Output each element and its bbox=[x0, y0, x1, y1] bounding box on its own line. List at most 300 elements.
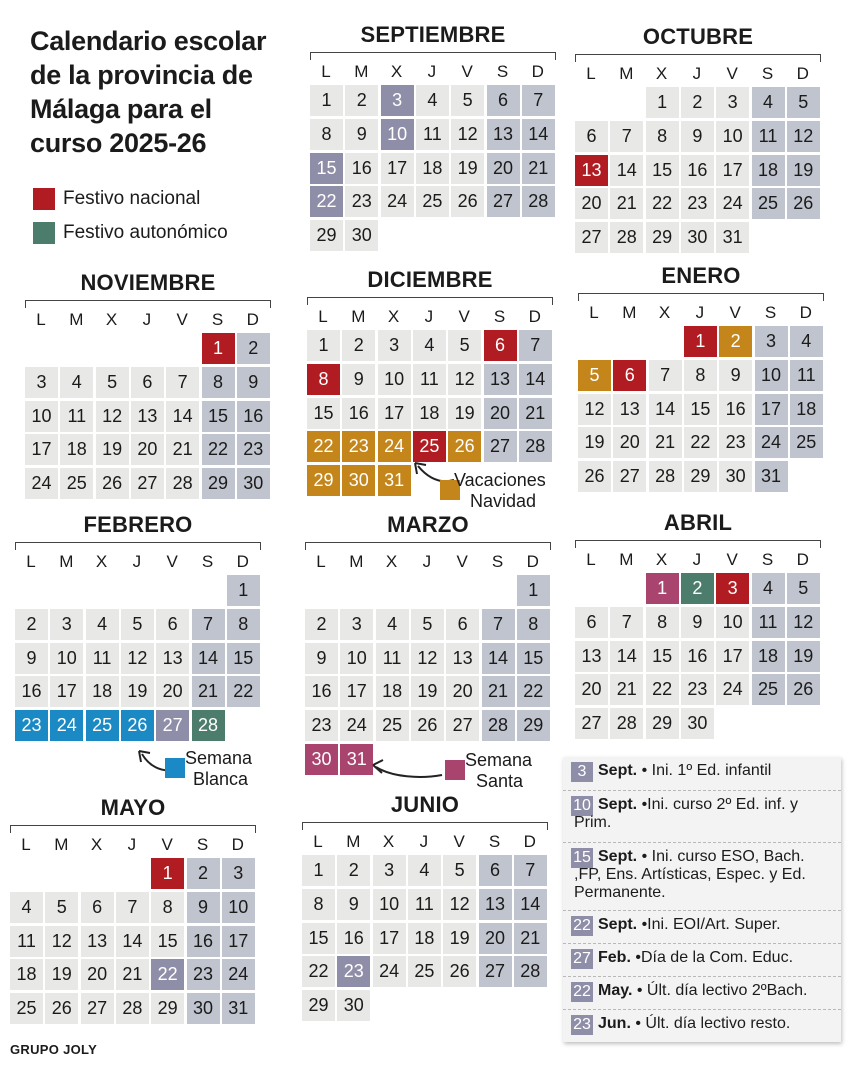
day-cell: 2 bbox=[345, 85, 378, 116]
day-cell: 11 bbox=[376, 643, 409, 674]
day-cell: 20 bbox=[575, 188, 608, 219]
key-date-month: Sept. bbox=[598, 762, 638, 779]
day-cell: 25 bbox=[408, 956, 441, 987]
day-cell: 21 bbox=[482, 676, 515, 707]
legend-item-regional bbox=[33, 216, 228, 250]
day-cell: 7 bbox=[519, 330, 552, 361]
day-cell: 1 bbox=[646, 87, 679, 118]
day-cell: 7 bbox=[192, 609, 225, 640]
day-cell: 4 bbox=[413, 330, 446, 361]
weekday-header: S bbox=[488, 832, 501, 851]
day-cell: 18 bbox=[60, 434, 93, 465]
day-cell: 13 bbox=[81, 926, 114, 957]
weekday-header: M bbox=[54, 835, 69, 854]
day-cell: 22 bbox=[227, 676, 260, 707]
day-cell: 6 bbox=[156, 609, 189, 640]
day-cell: 1 bbox=[202, 333, 235, 364]
legend-swatch-regional bbox=[33, 222, 55, 244]
day-cell: 14 bbox=[166, 401, 199, 432]
key-date-row bbox=[563, 843, 841, 911]
day-cell: 4 bbox=[752, 573, 785, 604]
day-cell: 24 bbox=[50, 710, 83, 741]
weekday-header: S bbox=[491, 552, 504, 571]
weekday-header: L bbox=[21, 835, 31, 854]
day-cell: 3 bbox=[222, 858, 255, 889]
weekday-header: L bbox=[318, 307, 328, 326]
day-cell: 3 bbox=[378, 330, 411, 361]
weekday-header: S bbox=[493, 307, 506, 326]
day-cell: 13 bbox=[575, 155, 608, 186]
arrow-semana-santa bbox=[370, 755, 445, 785]
day-cell: 6 bbox=[484, 330, 517, 361]
weekday-header: V bbox=[458, 307, 470, 326]
day-cell: 30 bbox=[681, 222, 714, 253]
day-cell: 24 bbox=[381, 186, 414, 217]
day-cell: 5 bbox=[443, 855, 476, 886]
weekday-header: V bbox=[176, 310, 188, 329]
day-cell: 20 bbox=[487, 153, 520, 184]
legend-label: Festivo autonómico bbox=[63, 222, 228, 243]
day-cell: 19 bbox=[451, 153, 484, 184]
month-name: OCTUBRE bbox=[642, 24, 754, 49]
day-cell: 10 bbox=[381, 119, 414, 150]
month-rule bbox=[575, 54, 821, 62]
day-cell: 1 bbox=[684, 326, 717, 357]
key-date-description: •Día de la Com. Educ. bbox=[635, 949, 794, 966]
legend bbox=[33, 182, 228, 250]
day-cell: 3 bbox=[50, 609, 83, 640]
day-cell: 11 bbox=[752, 121, 785, 152]
key-date-text bbox=[574, 762, 833, 780]
weekday-header: J bbox=[695, 303, 705, 322]
day-cell: 28 bbox=[610, 222, 643, 253]
day-cell: 26 bbox=[787, 674, 820, 705]
weekday-header: J bbox=[427, 62, 437, 81]
day-cell: 22 bbox=[307, 431, 340, 462]
day-cell: 9 bbox=[305, 643, 338, 674]
day-cell: 11 bbox=[10, 926, 43, 957]
key-date-badge: 23 bbox=[571, 1015, 593, 1035]
day-cell: 23 bbox=[187, 959, 220, 990]
day-cell: 21 bbox=[116, 959, 149, 990]
key-date-badge: 22 bbox=[571, 982, 593, 1002]
day-cell: 25 bbox=[413, 431, 446, 462]
weekday-header: J bbox=[142, 310, 152, 329]
day-cell: 24 bbox=[378, 431, 411, 462]
day-cell: 28 bbox=[649, 461, 682, 492]
day-cell: 27 bbox=[613, 461, 646, 492]
weekday-header: M bbox=[622, 303, 637, 322]
day-cell: 11 bbox=[60, 401, 93, 432]
day-cell: 30 bbox=[342, 465, 375, 496]
day-cell: 6 bbox=[613, 360, 646, 391]
weekday-header: M bbox=[346, 832, 361, 851]
legend-swatch-national bbox=[33, 188, 55, 210]
weekday-header: D bbox=[796, 550, 809, 569]
key-dates-panel bbox=[563, 757, 841, 1042]
day-cell: 14 bbox=[192, 643, 225, 674]
day-cell: 5 bbox=[45, 892, 78, 923]
day-cell: 27 bbox=[484, 431, 517, 462]
day-cell: 21 bbox=[610, 674, 643, 705]
key-date-month: Sept. bbox=[598, 796, 638, 813]
day-cell: 31 bbox=[378, 465, 411, 496]
day-cell: 16 bbox=[342, 398, 375, 429]
day-cell: 30 bbox=[337, 990, 370, 1021]
month-rule bbox=[310, 52, 556, 60]
day-cell: 6 bbox=[131, 367, 164, 398]
day-cell: 18 bbox=[752, 155, 785, 186]
day-cell: 28 bbox=[192, 710, 225, 741]
day-cell: 14 bbox=[514, 889, 547, 920]
key-date-text bbox=[574, 1015, 833, 1033]
day-cell: 23 bbox=[681, 674, 714, 705]
key-date-badge: 27 bbox=[571, 949, 593, 969]
weekday-header: J bbox=[127, 835, 137, 854]
day-cell: 5 bbox=[121, 609, 154, 640]
weekday-header: X bbox=[658, 303, 671, 322]
day-cell: 16 bbox=[681, 641, 714, 672]
day-cell: 29 bbox=[310, 220, 343, 251]
day-cell: 9 bbox=[342, 364, 375, 395]
weekday-header: M bbox=[351, 307, 366, 326]
weekday-header: L bbox=[26, 552, 36, 571]
day-cell: 2 bbox=[305, 609, 338, 640]
day-cell: 3 bbox=[716, 573, 749, 604]
key-date-text bbox=[574, 982, 833, 1000]
day-cell: 12 bbox=[121, 643, 154, 674]
key-date-month: May. bbox=[598, 982, 633, 999]
key-date-text bbox=[574, 949, 833, 967]
weekday-header: D bbox=[526, 552, 539, 571]
day-cell: 10 bbox=[716, 607, 749, 638]
day-cell: 24 bbox=[716, 674, 749, 705]
day-cell: 29 bbox=[202, 468, 235, 499]
day-cell: 8 bbox=[307, 364, 340, 395]
day-cell: 1 bbox=[302, 855, 335, 886]
day-cell: 23 bbox=[337, 956, 370, 987]
day-cell: 30 bbox=[681, 708, 714, 739]
day-cell: 16 bbox=[337, 923, 370, 954]
day-cell: 21 bbox=[519, 398, 552, 429]
day-cell: 17 bbox=[381, 153, 414, 184]
day-cell: 26 bbox=[443, 956, 476, 987]
day-cell: 13 bbox=[479, 889, 512, 920]
weekday-header: X bbox=[382, 832, 395, 851]
day-cell: 15 bbox=[684, 394, 717, 425]
day-cell: 27 bbox=[81, 993, 114, 1024]
day-cell: 19 bbox=[411, 676, 444, 707]
weekday-header: X bbox=[105, 310, 118, 329]
day-cell: 8 bbox=[517, 609, 550, 640]
weekday-header: S bbox=[496, 62, 509, 81]
day-cell: 10 bbox=[222, 892, 255, 923]
day-cell: 26 bbox=[451, 186, 484, 217]
day-cell: 10 bbox=[755, 360, 788, 391]
month-rule bbox=[578, 293, 824, 301]
weekday-header: D bbox=[246, 310, 259, 329]
day-cell: 23 bbox=[15, 710, 48, 741]
weekday-header: J bbox=[422, 552, 432, 571]
key-date-badge: 10 bbox=[571, 796, 593, 816]
day-cell: 12 bbox=[451, 119, 484, 150]
day-cell: 5 bbox=[787, 87, 820, 118]
weekday-header: D bbox=[231, 835, 244, 854]
day-cell: 30 bbox=[237, 468, 270, 499]
weekday-header: M bbox=[59, 552, 74, 571]
day-cell: 30 bbox=[719, 461, 752, 492]
day-cell: 31 bbox=[222, 993, 255, 1024]
key-date-description: • Ini. curso ESO, Bach. ,FP, Ens. Artísticas, Espec. y Ed. Permanente. bbox=[574, 848, 806, 901]
day-cell: 4 bbox=[416, 85, 449, 116]
title-line: de la provincia de bbox=[30, 60, 253, 90]
day-cell: 1 bbox=[227, 575, 260, 606]
weekday-header: J bbox=[419, 832, 429, 851]
day-cell: 16 bbox=[187, 926, 220, 957]
weekday-header: X bbox=[95, 552, 108, 571]
day-cell: 16 bbox=[15, 676, 48, 707]
day-cell: 17 bbox=[373, 923, 406, 954]
day-cell: 26 bbox=[121, 710, 154, 741]
day-cell: 8 bbox=[151, 892, 184, 923]
day-cell: 4 bbox=[408, 855, 441, 886]
day-cell: 12 bbox=[787, 607, 820, 638]
day-cell: 24 bbox=[222, 959, 255, 990]
day-cell: 28 bbox=[519, 431, 552, 462]
day-cell: 4 bbox=[60, 367, 93, 398]
key-date-badge: 22 bbox=[571, 916, 593, 936]
day-cell: 18 bbox=[86, 676, 119, 707]
weekday-header: D bbox=[796, 64, 809, 83]
day-cell: 8 bbox=[646, 121, 679, 152]
day-cell: 8 bbox=[684, 360, 717, 391]
key-date-text bbox=[574, 916, 833, 934]
weekday-header: M bbox=[354, 62, 369, 81]
day-cell: 20 bbox=[575, 674, 608, 705]
day-cell: 14 bbox=[610, 155, 643, 186]
day-cell: 26 bbox=[411, 710, 444, 741]
day-cell: 26 bbox=[578, 461, 611, 492]
day-cell: 14 bbox=[116, 926, 149, 957]
weekday-header: S bbox=[201, 552, 214, 571]
day-cell: 9 bbox=[15, 643, 48, 674]
day-cell: 15 bbox=[302, 923, 335, 954]
day-cell: 19 bbox=[448, 398, 481, 429]
day-cell: 19 bbox=[787, 641, 820, 672]
day-cell: 29 bbox=[151, 993, 184, 1024]
day-cell: 19 bbox=[121, 676, 154, 707]
day-cell: 12 bbox=[448, 364, 481, 395]
weekday-header: V bbox=[461, 62, 473, 81]
day-cell: 6 bbox=[446, 609, 479, 640]
day-cell: 7 bbox=[522, 85, 555, 116]
day-cell: 5 bbox=[448, 330, 481, 361]
weekday-header: V bbox=[726, 64, 738, 83]
day-cell: 28 bbox=[522, 186, 555, 217]
day-cell: 6 bbox=[575, 607, 608, 638]
day-cell: 15 bbox=[646, 641, 679, 672]
weekday-header: X bbox=[655, 550, 668, 569]
weekday-header: X bbox=[655, 64, 668, 83]
day-cell: 2 bbox=[237, 333, 270, 364]
day-cell: 19 bbox=[96, 434, 129, 465]
key-date-month: Sept. bbox=[598, 848, 638, 865]
day-cell: 7 bbox=[482, 609, 515, 640]
month-rule bbox=[575, 540, 821, 548]
day-cell: 7 bbox=[610, 121, 643, 152]
day-cell: 6 bbox=[575, 121, 608, 152]
day-cell: 13 bbox=[156, 643, 189, 674]
day-cell: 27 bbox=[156, 710, 189, 741]
month-name: ABRIL bbox=[663, 510, 733, 535]
day-cell: 12 bbox=[96, 401, 129, 432]
day-cell: 21 bbox=[522, 153, 555, 184]
day-cell: 8 bbox=[202, 367, 235, 398]
title-line: Calendario escolar bbox=[30, 26, 267, 56]
page-title bbox=[30, 24, 300, 160]
day-cell: 27 bbox=[131, 468, 164, 499]
key-date-description: •Ini. curso 2º Ed. inf. y Prim. bbox=[574, 796, 798, 831]
day-cell: 4 bbox=[86, 609, 119, 640]
day-cell: 9 bbox=[345, 119, 378, 150]
day-cell: 6 bbox=[487, 85, 520, 116]
day-cell: 9 bbox=[681, 607, 714, 638]
day-cell: 24 bbox=[340, 710, 373, 741]
day-cell: 13 bbox=[613, 394, 646, 425]
annotation-text: Vacaciones bbox=[454, 470, 546, 490]
day-cell: 18 bbox=[376, 676, 409, 707]
swatch-semana-blanca bbox=[165, 758, 185, 778]
day-cell: 21 bbox=[166, 434, 199, 465]
day-cell: 18 bbox=[752, 641, 785, 672]
day-cell: 21 bbox=[649, 427, 682, 458]
day-cell: 25 bbox=[752, 188, 785, 219]
key-date-row bbox=[563, 944, 841, 977]
key-date-row bbox=[563, 911, 841, 944]
day-cell: 17 bbox=[716, 641, 749, 672]
weekday-header: L bbox=[313, 832, 323, 851]
day-cell: 31 bbox=[755, 461, 788, 492]
day-cell: 21 bbox=[610, 188, 643, 219]
annotation-text: Santa bbox=[476, 771, 524, 791]
day-cell: 26 bbox=[448, 431, 481, 462]
footer-credit: GRUPO JOLY bbox=[10, 1042, 98, 1057]
day-cell: 11 bbox=[790, 360, 823, 391]
day-cell: 5 bbox=[787, 573, 820, 604]
weekday-header: V bbox=[166, 552, 178, 571]
key-date-month: Feb. bbox=[598, 949, 631, 966]
month-name: NOVIEMBRE bbox=[80, 270, 216, 295]
weekday-header: J bbox=[424, 307, 434, 326]
day-cell: 6 bbox=[479, 855, 512, 886]
weekday-header: S bbox=[764, 303, 777, 322]
day-cell: 29 bbox=[646, 708, 679, 739]
day-cell: 26 bbox=[45, 993, 78, 1024]
day-cell: 5 bbox=[451, 85, 484, 116]
month-name: ENERO bbox=[661, 263, 741, 288]
day-cell: 17 bbox=[50, 676, 83, 707]
day-cell: 17 bbox=[378, 398, 411, 429]
day-cell: 7 bbox=[649, 360, 682, 391]
key-date-text bbox=[574, 848, 833, 902]
day-cell: 16 bbox=[237, 401, 270, 432]
day-cell: 27 bbox=[575, 708, 608, 739]
weekday-header: J bbox=[132, 552, 142, 571]
day-cell: 25 bbox=[752, 674, 785, 705]
weekday-header: V bbox=[456, 552, 468, 571]
day-cell: 1 bbox=[151, 858, 184, 889]
day-cell: 22 bbox=[310, 186, 343, 217]
month-rule bbox=[10, 825, 256, 833]
key-date-description: • Últ. día lectivo resto. bbox=[635, 1015, 791, 1032]
day-cell: 2 bbox=[15, 609, 48, 640]
day-cell: 22 bbox=[646, 188, 679, 219]
key-date-badge: 15 bbox=[571, 848, 593, 868]
month-rule bbox=[307, 297, 553, 305]
day-cell: 2 bbox=[681, 573, 714, 604]
day-cell: 3 bbox=[755, 326, 788, 357]
day-cell: 23 bbox=[719, 427, 752, 458]
day-cell: 27 bbox=[487, 186, 520, 217]
weekday-header: D bbox=[531, 62, 544, 81]
day-cell: 28 bbox=[610, 708, 643, 739]
day-cell: 17 bbox=[340, 676, 373, 707]
day-cell: 7 bbox=[166, 367, 199, 398]
weekday-header: L bbox=[586, 64, 596, 83]
day-cell: 13 bbox=[484, 364, 517, 395]
day-cell: 4 bbox=[752, 87, 785, 118]
day-cell: 26 bbox=[787, 188, 820, 219]
day-cell: 10 bbox=[716, 121, 749, 152]
day-cell: 5 bbox=[411, 609, 444, 640]
day-cell: 31 bbox=[340, 744, 373, 775]
weekday-header: J bbox=[692, 550, 702, 569]
key-date-description: • Últ. día lectivo 2ºBach. bbox=[636, 982, 808, 999]
weekday-header: X bbox=[390, 62, 403, 81]
weekday-header: S bbox=[761, 64, 774, 83]
day-cell: 27 bbox=[479, 956, 512, 987]
weekday-header: S bbox=[761, 550, 774, 569]
key-date-row bbox=[563, 1010, 841, 1042]
day-cell: 9 bbox=[719, 360, 752, 391]
legend-label: Festivo nacional bbox=[63, 188, 201, 209]
day-cell: 18 bbox=[10, 959, 43, 990]
day-cell: 28 bbox=[116, 993, 149, 1024]
day-cell: 14 bbox=[610, 641, 643, 672]
key-date-row bbox=[563, 977, 841, 1010]
day-cell: 1 bbox=[517, 575, 550, 606]
day-cell: 24 bbox=[25, 468, 58, 499]
day-cell: 13 bbox=[131, 401, 164, 432]
day-cell: 20 bbox=[446, 676, 479, 707]
day-cell: 24 bbox=[373, 956, 406, 987]
day-cell: 2 bbox=[187, 858, 220, 889]
day-cell: 29 bbox=[684, 461, 717, 492]
day-cell: 20 bbox=[81, 959, 114, 990]
day-cell: 8 bbox=[310, 119, 343, 150]
day-cell: 22 bbox=[151, 959, 184, 990]
day-cell: 10 bbox=[373, 889, 406, 920]
day-cell: 29 bbox=[307, 465, 340, 496]
month-name: MAYO bbox=[100, 795, 166, 820]
day-cell: 19 bbox=[45, 959, 78, 990]
day-cell: 3 bbox=[716, 87, 749, 118]
day-cell: 23 bbox=[345, 186, 378, 217]
day-cell: 29 bbox=[646, 222, 679, 253]
weekday-header: L bbox=[36, 310, 46, 329]
day-cell: 6 bbox=[81, 892, 114, 923]
day-cell: 15 bbox=[646, 155, 679, 186]
